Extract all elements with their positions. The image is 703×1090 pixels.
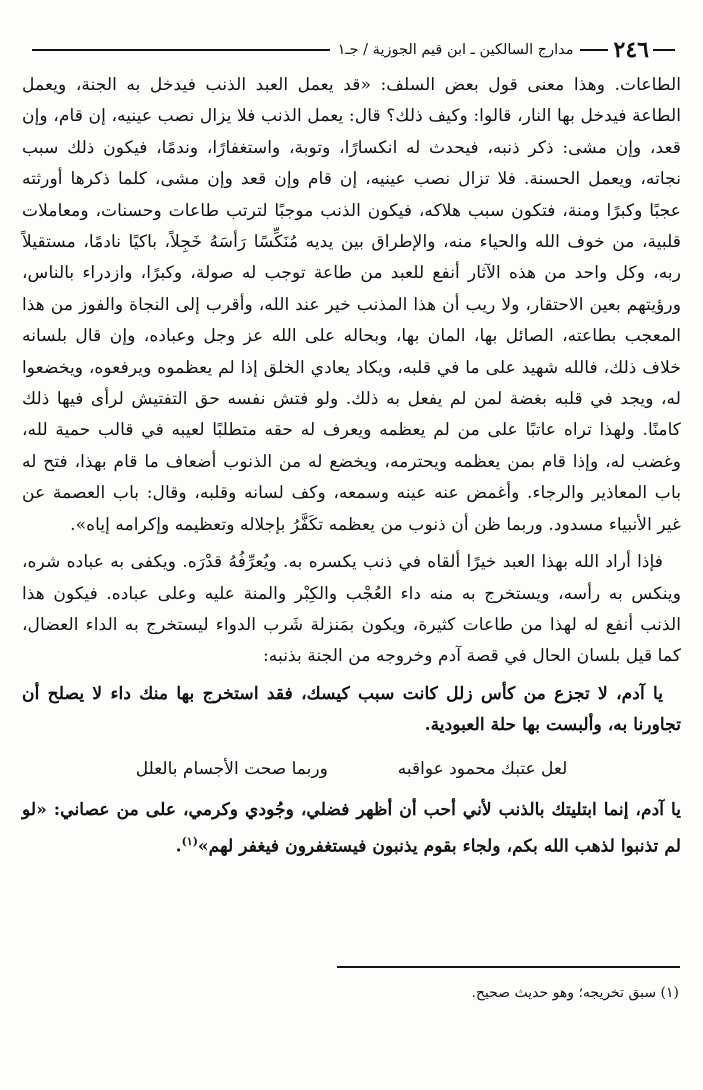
paragraph-4-end: . (175, 837, 182, 858)
paragraph-2: فإذا أراد الله بهذا العبد خيرًا ألقاه في ذنب يكسره به. ويُعرِّفُهُ قدْرَه. ويكفى به عباده شره، وينكس به رأسه، ويستخرج به منه داء العُجْب والكِبْر والمنة عليه وعلى عباده. فيكون هذا الذنب أنفع له لهذا من طاعات كثيرة، ويكون بمَنزلة شَرب الدواء ليستخرج به الداء العضال، كما قيل بلسان الحال في قصة آدم وخروجه من الجنة بذنبه: (22, 552, 681, 667)
page-header (24, 30, 679, 70)
page-number: ٢٤٦ (613, 37, 649, 63)
paragraph-3: يا آدم، لا تجزع من كأس زلل كانت سبب كيسك، فقد استخرج بها منك داء لا يصلح أن تجاورنا به، وألبست بها حلة العبودية. (22, 683, 681, 736)
paragraph-4-text: يا آدم، إنما ابتليتك بالذنب لأني أحب أن أظهر فضلي، وجُودي وكرمي، على من عصاني: «لو لم تذنبوا لذهب الله بكم، ولجاء بقوم يذنبون فيستغفرون فيغفر لهم» (22, 799, 681, 858)
footnote: (١) سبق تخريجه؛ وهو حديث صحيح. (471, 985, 679, 1001)
footnote-separator (337, 966, 680, 968)
main-text (22, 70, 681, 863)
running-title: مدارج السالكين ـ ابن قيم الجوزية / جـ١ (337, 42, 574, 58)
paragraph-4 (22, 795, 681, 864)
header-rule-left (32, 49, 330, 51)
verse-hemistich-right: لعل عتبك محمود عواقبه (397, 758, 568, 779)
header-rule-mid (580, 49, 608, 51)
header-rule-right (653, 49, 675, 51)
verse-hemistich-left: وربما صحت الأجسام بالعلل (135, 758, 328, 779)
verse-line (22, 754, 681, 785)
footnote-reference: (١) (181, 835, 198, 849)
paragraph-1: الطاعات. وهذا معنى قول بعض السلف: «قد يعمل العبد الذنب فيدخل به الجنة، ويعمل الطاعة فيدخل بها النار، قالوا: وكيف ذلك؟ قال: يعمل الذنب فلا يزال نصب عينيه، إن قام، وإن قعد، وإن مشى: ذكر ذنبه، فيحدث له انكسارًا، وتوبة، واستغفارًا، وندمًا، فيكون ذلك سبب نجاته، ويعمل الحسنة. فلا تزال نصب عينيه، إن قام وإن قعد وإن مشى، كلما ذكرها أورثته عجبًا وكبرًا ومنة، فتكون سبب هلاكه، فيكون الذنب موجبًا لترتب طاعات وحسنات، ومعاملات قلبية، من خوف الله والحياء منه، والإطراق بين يديه مُنَكِّسًا رَأسَهُ خَجِلاً، باكيًا نادمًا، مستقيلاً ربه، وكل واحد من هذه الآثار أنفع للعبد من طاعة توجب له صولة، وكبرًا، وازدراء بالناس، ورؤيتهم بعين الاحتقار، ولا ريب أن هذا المذنب خير عند الله، وأقرب إلى النجاة والفوز من هذا المعجب بطاعته، الصائل بها، المان بها، وبحاله على الله عز وجل وعباده، وإن قال بلسانه خلاف ذلك، فالله شهيد على ما في قلبه، ويكاد يعادي الخلق إذا لم يعظموه ويرفعوه، ويخضعوا له، ويجد في قلبه بغضة لمن لم يفعل به ذلك. ولو فتش نفسه حق التفتيش لرأى فيها ذلك كامنًا. ولهذا تراه عاتبًا على من لم يعظمه ويعرف له حقه متطلبًا لعيبه في قالب حمية لله، وغضب له، وإذا قام بمن يعظمه ويحترمه، ويخضع له من الذنوب أضعاف ما قام بهذا، فتح له باب المعاذير والرجاء. وأغمض عنه عينه وسمعه، وكف لسانه وقلبه، وقال: باب العصمة عن غير الأنبياء مسدود. وربما ظن أن ذنوب من يعظمه تكَفَّرُ بإجلاله وتعظيمه وإكرامه إياه». (22, 75, 681, 535)
